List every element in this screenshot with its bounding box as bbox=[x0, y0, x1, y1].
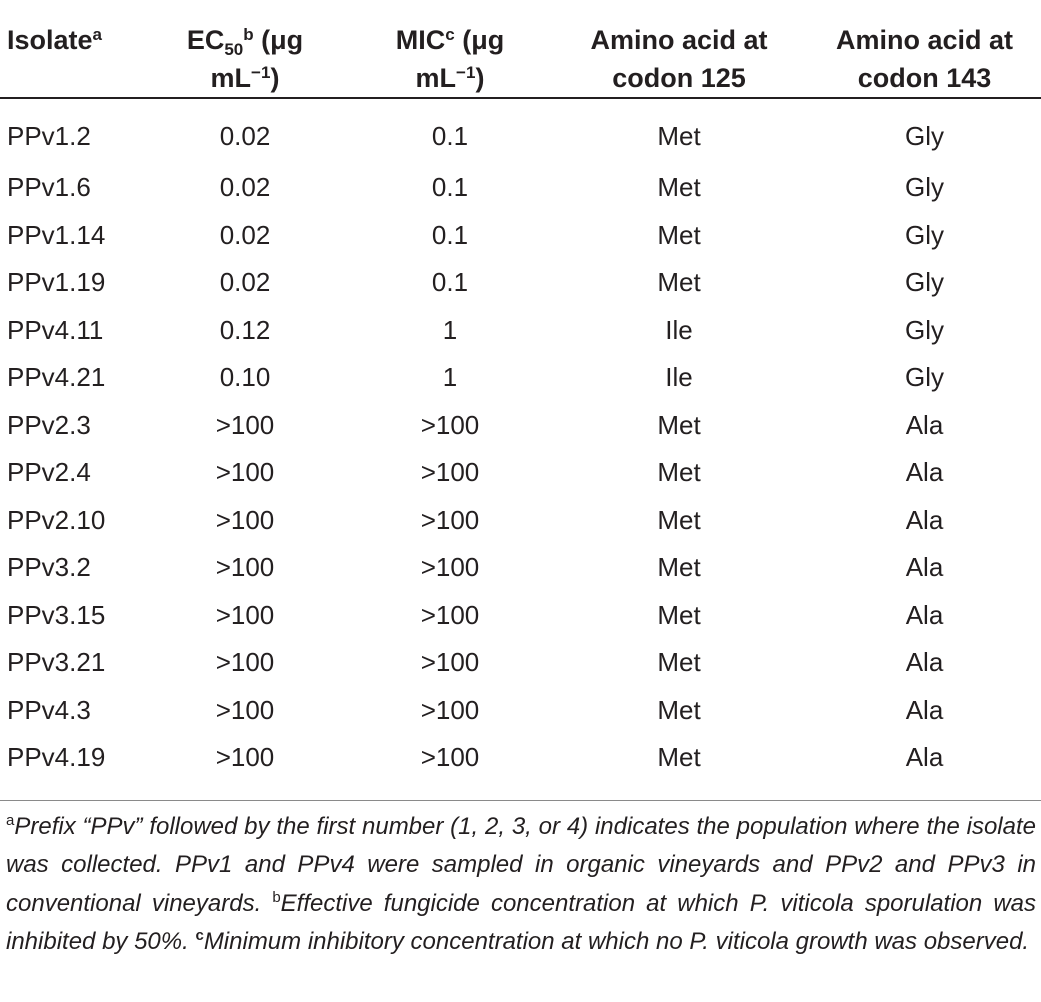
header-mic-unit-exp: −1 bbox=[456, 63, 476, 82]
header-codon143-line2: codon 143 bbox=[857, 63, 992, 93]
header-ec50 bbox=[140, 0, 350, 98]
cell-codon143: Ala bbox=[905, 552, 944, 583]
cell-mic: 0.1 bbox=[431, 219, 469, 250]
header-isolate-label: Isolate bbox=[7, 25, 93, 55]
cell-isolate: PPv1.6 bbox=[7, 172, 91, 203]
table-row bbox=[0, 639, 1041, 687]
cell-codon125: Met bbox=[657, 599, 701, 630]
cell-codon143: Gly bbox=[905, 362, 944, 393]
cell-codon143: Gly bbox=[905, 172, 944, 203]
header-ec50-unit-close: ) bbox=[270, 63, 280, 93]
cell-mic: >100 bbox=[420, 552, 480, 583]
header-codon143 bbox=[808, 0, 1041, 98]
cell-ec50: >100 bbox=[215, 457, 275, 488]
cell-codon125: Met bbox=[657, 742, 701, 773]
header-ec50-label: EC bbox=[186, 25, 225, 55]
cell-ec50: >100 bbox=[215, 409, 275, 440]
cell-codon143: Ala bbox=[905, 647, 944, 678]
table-row bbox=[0, 98, 1041, 164]
cell-mic: 0.1 bbox=[431, 172, 469, 203]
cell-ec50: >100 bbox=[215, 647, 275, 678]
cell-codon125: Met bbox=[657, 120, 701, 151]
cell-codon125: Met bbox=[657, 647, 701, 678]
footnote-mark-a: a bbox=[6, 812, 15, 829]
cell-mic: 0.1 bbox=[431, 120, 469, 151]
cell-isolate: PPv1.2 bbox=[7, 120, 91, 151]
cell-codon143: Ala bbox=[905, 409, 944, 440]
footnote-ref-a: a bbox=[92, 25, 103, 44]
cell-isolate: PPv4.11 bbox=[7, 314, 104, 345]
header-codon143-line1: Amino acid at bbox=[835, 25, 1014, 55]
cell-ec50: >100 bbox=[215, 694, 275, 725]
cell-codon125: Met bbox=[657, 504, 701, 535]
cell-mic: >100 bbox=[420, 694, 480, 725]
cell-ec50: 0.02 bbox=[219, 120, 271, 151]
cell-codon125: Ile bbox=[665, 314, 693, 345]
cell-codon143: Gly bbox=[905, 314, 944, 345]
cell-isolate: PPv2.10 bbox=[7, 504, 106, 535]
cell-ec50: 0.10 bbox=[219, 362, 271, 393]
header-codon125 bbox=[550, 0, 808, 98]
table-row bbox=[0, 592, 1041, 640]
cell-mic: 1 bbox=[442, 362, 458, 393]
header-isolate bbox=[0, 0, 140, 98]
cell-ec50: 0.02 bbox=[219, 267, 271, 298]
table-row bbox=[0, 449, 1041, 497]
footnote-b-text: Effective fungicide concentration at which P. viticola sporulation was inhibited by 50%. bbox=[6, 889, 1036, 956]
table-row bbox=[0, 354, 1041, 402]
header-ec50-unit: (μg bbox=[253, 25, 304, 55]
header-ec50-sub: 50 bbox=[224, 40, 244, 59]
cell-isolate: PPv1.14 bbox=[7, 219, 106, 250]
table-row bbox=[0, 497, 1041, 545]
cell-isolate: PPv2.3 bbox=[7, 409, 91, 440]
table-row bbox=[0, 212, 1041, 260]
footnote-c-text: Minimum inhibitory concentration at which no P. viticola growth was observed. bbox=[203, 928, 1030, 956]
cell-ec50: >100 bbox=[215, 552, 275, 583]
cell-isolate: PPv4.21 bbox=[7, 362, 106, 393]
cell-isolate: PPv4.3 bbox=[7, 694, 91, 725]
cell-ec50: >100 bbox=[215, 742, 275, 773]
cell-codon143: Ala bbox=[905, 742, 944, 773]
header-row bbox=[0, 0, 1041, 98]
cell-ec50: 0.02 bbox=[219, 172, 271, 203]
header-mic-unit: (μg bbox=[454, 25, 505, 55]
cell-isolate: PPv4.19 bbox=[7, 742, 106, 773]
table-footnotes bbox=[6, 808, 1036, 962]
cell-isolate: PPv1.19 bbox=[7, 267, 106, 298]
cell-ec50: >100 bbox=[215, 504, 275, 535]
cell-ec50: 0.02 bbox=[219, 219, 271, 250]
footnote-mark-b: b bbox=[272, 888, 281, 906]
header-mic-label: MIC bbox=[395, 25, 446, 55]
cell-codon143: Ala bbox=[905, 504, 944, 535]
header-mic bbox=[350, 0, 550, 98]
cell-codon143: Gly bbox=[905, 267, 944, 298]
table-row bbox=[0, 734, 1041, 782]
table-bottom-rule bbox=[0, 800, 1041, 801]
cell-mic: >100 bbox=[420, 742, 480, 773]
cell-codon125: Met bbox=[657, 457, 701, 488]
footnote-ref-c: c bbox=[445, 25, 455, 44]
cell-codon125: Met bbox=[657, 172, 701, 203]
header-codon125-line2: codon 125 bbox=[612, 63, 746, 93]
cell-codon125: Met bbox=[657, 409, 701, 440]
header-ec50-unit-exp: −1 bbox=[251, 63, 271, 82]
footnote-ref-b: b bbox=[243, 25, 254, 44]
header-mic-unit-2: mL bbox=[415, 63, 457, 93]
cell-mic: >100 bbox=[420, 599, 480, 630]
table-row bbox=[0, 164, 1041, 212]
cell-codon143: Ala bbox=[905, 694, 944, 725]
cell-ec50: 0.12 bbox=[219, 314, 271, 345]
table-row bbox=[0, 544, 1041, 592]
cell-codon125: Met bbox=[657, 267, 701, 298]
cell-mic: >100 bbox=[420, 409, 480, 440]
cell-mic: >100 bbox=[420, 457, 480, 488]
cell-ec50: >100 bbox=[215, 599, 275, 630]
cell-mic: 0.1 bbox=[431, 267, 469, 298]
table-row bbox=[0, 687, 1041, 735]
cell-isolate: PPv3.2 bbox=[7, 552, 91, 583]
cell-codon125: Met bbox=[657, 552, 701, 583]
cell-mic: >100 bbox=[420, 504, 480, 535]
cell-codon143: Ala bbox=[905, 599, 944, 630]
cell-isolate: PPv3.21 bbox=[7, 647, 106, 678]
cell-codon125: Ile bbox=[665, 362, 693, 393]
header-ec50-unit-2: mL bbox=[210, 63, 252, 93]
header-codon125-line1: Amino acid at bbox=[590, 25, 768, 55]
cell-mic: 1 bbox=[442, 314, 458, 345]
footnote-mark-c: c bbox=[195, 927, 204, 945]
cell-codon125: Met bbox=[657, 694, 701, 725]
table-body bbox=[0, 98, 1041, 782]
cell-mic: >100 bbox=[420, 647, 480, 678]
table-header bbox=[0, 0, 1041, 98]
table-row bbox=[0, 402, 1041, 450]
table-row bbox=[0, 307, 1041, 355]
cell-codon143: Gly bbox=[905, 120, 944, 151]
cell-isolate: PPv3.15 bbox=[7, 599, 106, 630]
table-row bbox=[0, 259, 1041, 307]
header-mic-unit-close: ) bbox=[475, 63, 485, 93]
footnote-a-text: Prefix “PPv” followed by the first number (1, 2, 3, or 4) indicates the population where the isolate was collected. PPv1 and PPv4 were sampled in organic vineyards and PPv2 and PPv3 in conventional vineyards. bbox=[6, 813, 1036, 917]
cell-codon143: Gly bbox=[905, 219, 944, 250]
cell-codon125: Met bbox=[657, 219, 701, 250]
cell-isolate: PPv2.4 bbox=[7, 457, 91, 488]
cell-codon143: Ala bbox=[905, 457, 944, 488]
